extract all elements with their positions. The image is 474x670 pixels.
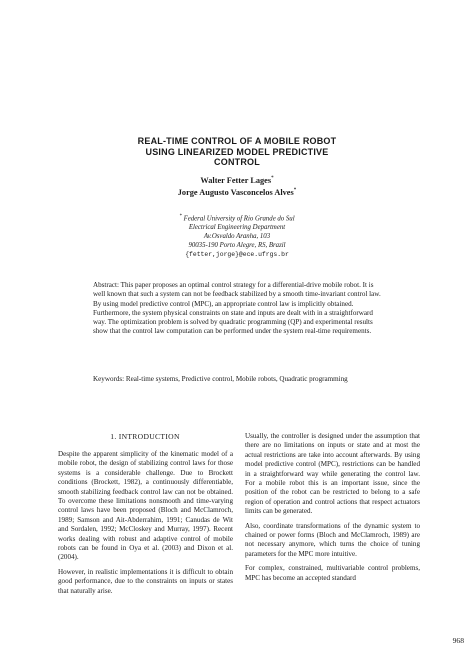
paragraph: Despite the apparent simplicity of the kinematic model of a mobile robot, the design of stabilizing control laws for those systems is a considerable challenge. Due to Brockett conditions (Brockett, 1982), a continuously differentiable, smooth stabilizing feedback control law can not be obtained. To overcome these limitations nonsmooth and time-varying control laws have been proposed (Bloch and McClamroch, 1989; Samson and Ait-Abderrahim, 1991; Canudas de Wit and Sordalen, 1992; McCloskey and Murray, 1997). Recent works dealing with robust and adaptive control of mobile robots can be found in Oya et al. (2003) and Dixon et al. (2004).: [58, 450, 233, 562]
author-mark: *: [293, 188, 297, 194]
affiliation-mark: *: [179, 214, 182, 219]
affiliation-line: Electrical Engineering Department: [188, 224, 286, 232]
author-name: Jorge Augusto Vasconcelos Alves: [177, 188, 294, 198]
email-user: {fetter,jorge}: [185, 251, 239, 259]
paragraph: Also, coordinate transformations of the dynamic system to chained or power forms (Bloch and McClamroch, 1989) are not necessary anymore, which turns the choice of tuning parameters for the MPC more intuitive.: [245, 521, 420, 558]
title-line: CONTROL: [214, 157, 260, 167]
column-right: [245, 432, 420, 588]
title-line: USING LINEARIZED MODEL PREDICTIVE: [145, 146, 329, 157]
author: [100, 174, 374, 186]
author-name: Walter Fetter Lages: [200, 175, 272, 185]
author-list: [100, 174, 374, 199]
affiliation-text: Federal University of Rio Grande do Sul: [183, 215, 295, 223]
keywords: Keywords: Real-time systems, Predictive control, Mobile robots, Quadratic programming: [93, 375, 348, 383]
affiliation-line: [120, 212, 354, 223]
paragraph: For complex, constrained, multivariable control problems, MPC has become an accepted standard: [245, 564, 420, 582]
page-number: 968: [452, 636, 464, 645]
title-line: REAL-TIME CONTROL OF A MOBILE ROBOT: [137, 136, 337, 146]
affiliation-line: 90035-190 Porto Alegre, RS, Brazil: [188, 242, 286, 250]
affiliation-line: Av.Osvaldo Aranha, 103: [203, 233, 271, 241]
column-left: [58, 450, 233, 601]
section-heading: 1. INTRODUCTION: [110, 432, 180, 441]
paragraph: However, in realistic implementations it is difficult to obtain good performance, due to the constraints on inputs or states that naturally arise.: [58, 567, 233, 595]
paragraph: Usually, the controller is designed under the assumption that there are no limitations on inputs or state and at most the actual restrictions are take into account afterwards. By using model predictive control (MPC), restrictions can be handled in a straightforward way while generating the control law. For a mobile robot this is an important issue, since the position of the robot can be restricted to belong to a safe region of operation and control actions that respect actuators limits can be generated.: [245, 432, 420, 516]
email-domain: @ece.ufrgs.br: [238, 251, 289, 259]
affiliation-email: [120, 250, 354, 259]
affiliation-block: [120, 212, 354, 259]
paper-title: [60, 136, 414, 168]
author: [100, 186, 374, 198]
author-mark: *: [271, 176, 274, 181]
abstract: Abstract: This paper proposes an optimal control strategy for a differential-drive mobile robot. It is well known that such a system can not be feedback stabilized by a smooth time-invariant control law. By using model predictive control (MPC), an appropriate control law is implicitly obtained. Furthermore, the system physical constraints on state and inputs are dealt with in a straightforward way. The optimization problem is solved by quadratic programming (QP) and experimental results show that the control law computation can be performed under the system real-time requirements.: [93, 281, 381, 336]
